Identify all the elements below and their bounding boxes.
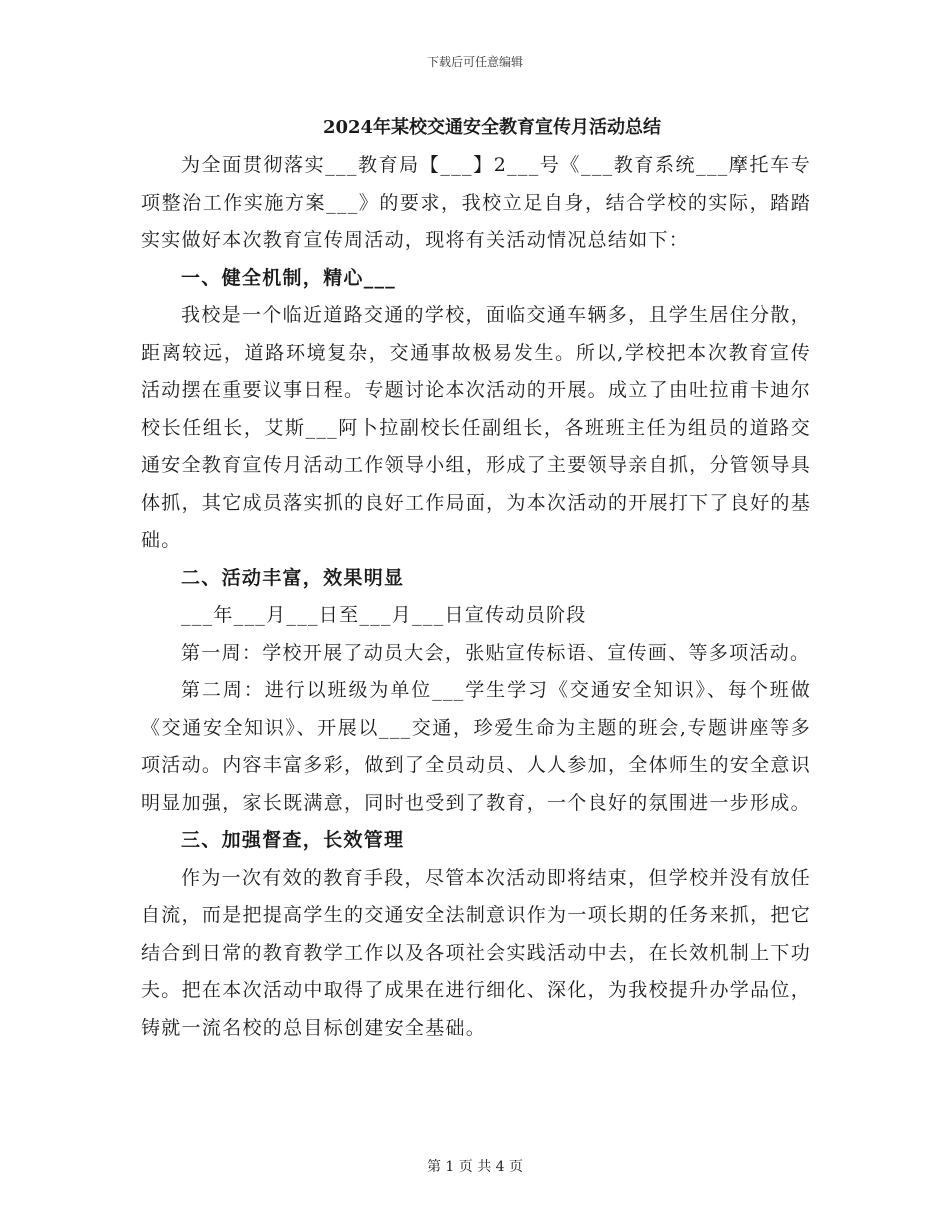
section-heading-1: 一、健全机制，精心___ (181, 266, 397, 289)
section-2-paragraph-2: 第一周：学校开展了动员大会，张贴宣传标语、宣传画、等多项活动。 (181, 641, 811, 664)
section-heading-3: 三、加强督查，长效管理 (181, 829, 405, 851)
section-1-paragraph-1: 我校是一个临近道路交通的学校，面临交通车辆多，且学生居住分散，距离较远，道路环境复杂，交通事故极易发生。所以,学校把本次教育宣传活动摆在重要议事日程。专题讨论本次活动的开展。成立了由吐拉甫卡迪尔校长任组长，艾斯___阿卜拉副校长任副组长，各班班主任为组员的道路交通安全教育宣传月活动工作领导小组，形成了主要领导亲自抓，分管领导具体抓，其它成员落实抓的良好工作局面，为本次活动的开展打下了良好的基础。 (141, 304, 811, 551)
section-heading-2: 二、活动丰富，效果明显 (181, 566, 405, 589)
section-3-paragraph-1: 作为一次有效的教育手段，尽管本次活动即将结束，但学校并没有放任自流，而是把提高学生的交通安全法制意识作为一项长期的任务来抓，把它结合到日常的教育教学工作以及各项社会实践活动中去，在长效机制上下功夫。把在本次活动中取得了成果在进行细化、深化，为我校提升办学品位，铸就一流名校的总目标创建安全基础。 (141, 866, 811, 1039)
document-title: 2024年某校交通安全教育宣传月活动总结 (322, 117, 662, 138)
page-number: 第 1 页 共 4 页 (426, 1159, 524, 1175)
intro-paragraph: 为全面贯彻落实___教育局【___】2___号《___教育系统___摩托车专项整治工作实施方案___》的要求，我校立足自身，结合学校的实际，踏踏实实做好本次教育宣传周活动，现将有关活动情况总结如下： (141, 154, 811, 251)
header-note: 下载后可任意编辑 (426, 55, 523, 69)
document-body (141, 112, 811, 1047)
section-2-paragraph-3: 第二周：进行以班级为单位___学生学习《交通安全知识》、每个班做《交通安全知识》、开展以___交通，珍爱生命为主题的班会,专题讲座等多项活动。内容丰富多彩，做到了全员动员、人人参加，全体师生的安全意识明显加强，家长既满意，同时也受到了教育，一个良好的氛围进一步形成。 (141, 679, 811, 814)
section-2-paragraph-1: ___年___月___日至___月___日宣传动员阶段 (181, 604, 587, 626)
